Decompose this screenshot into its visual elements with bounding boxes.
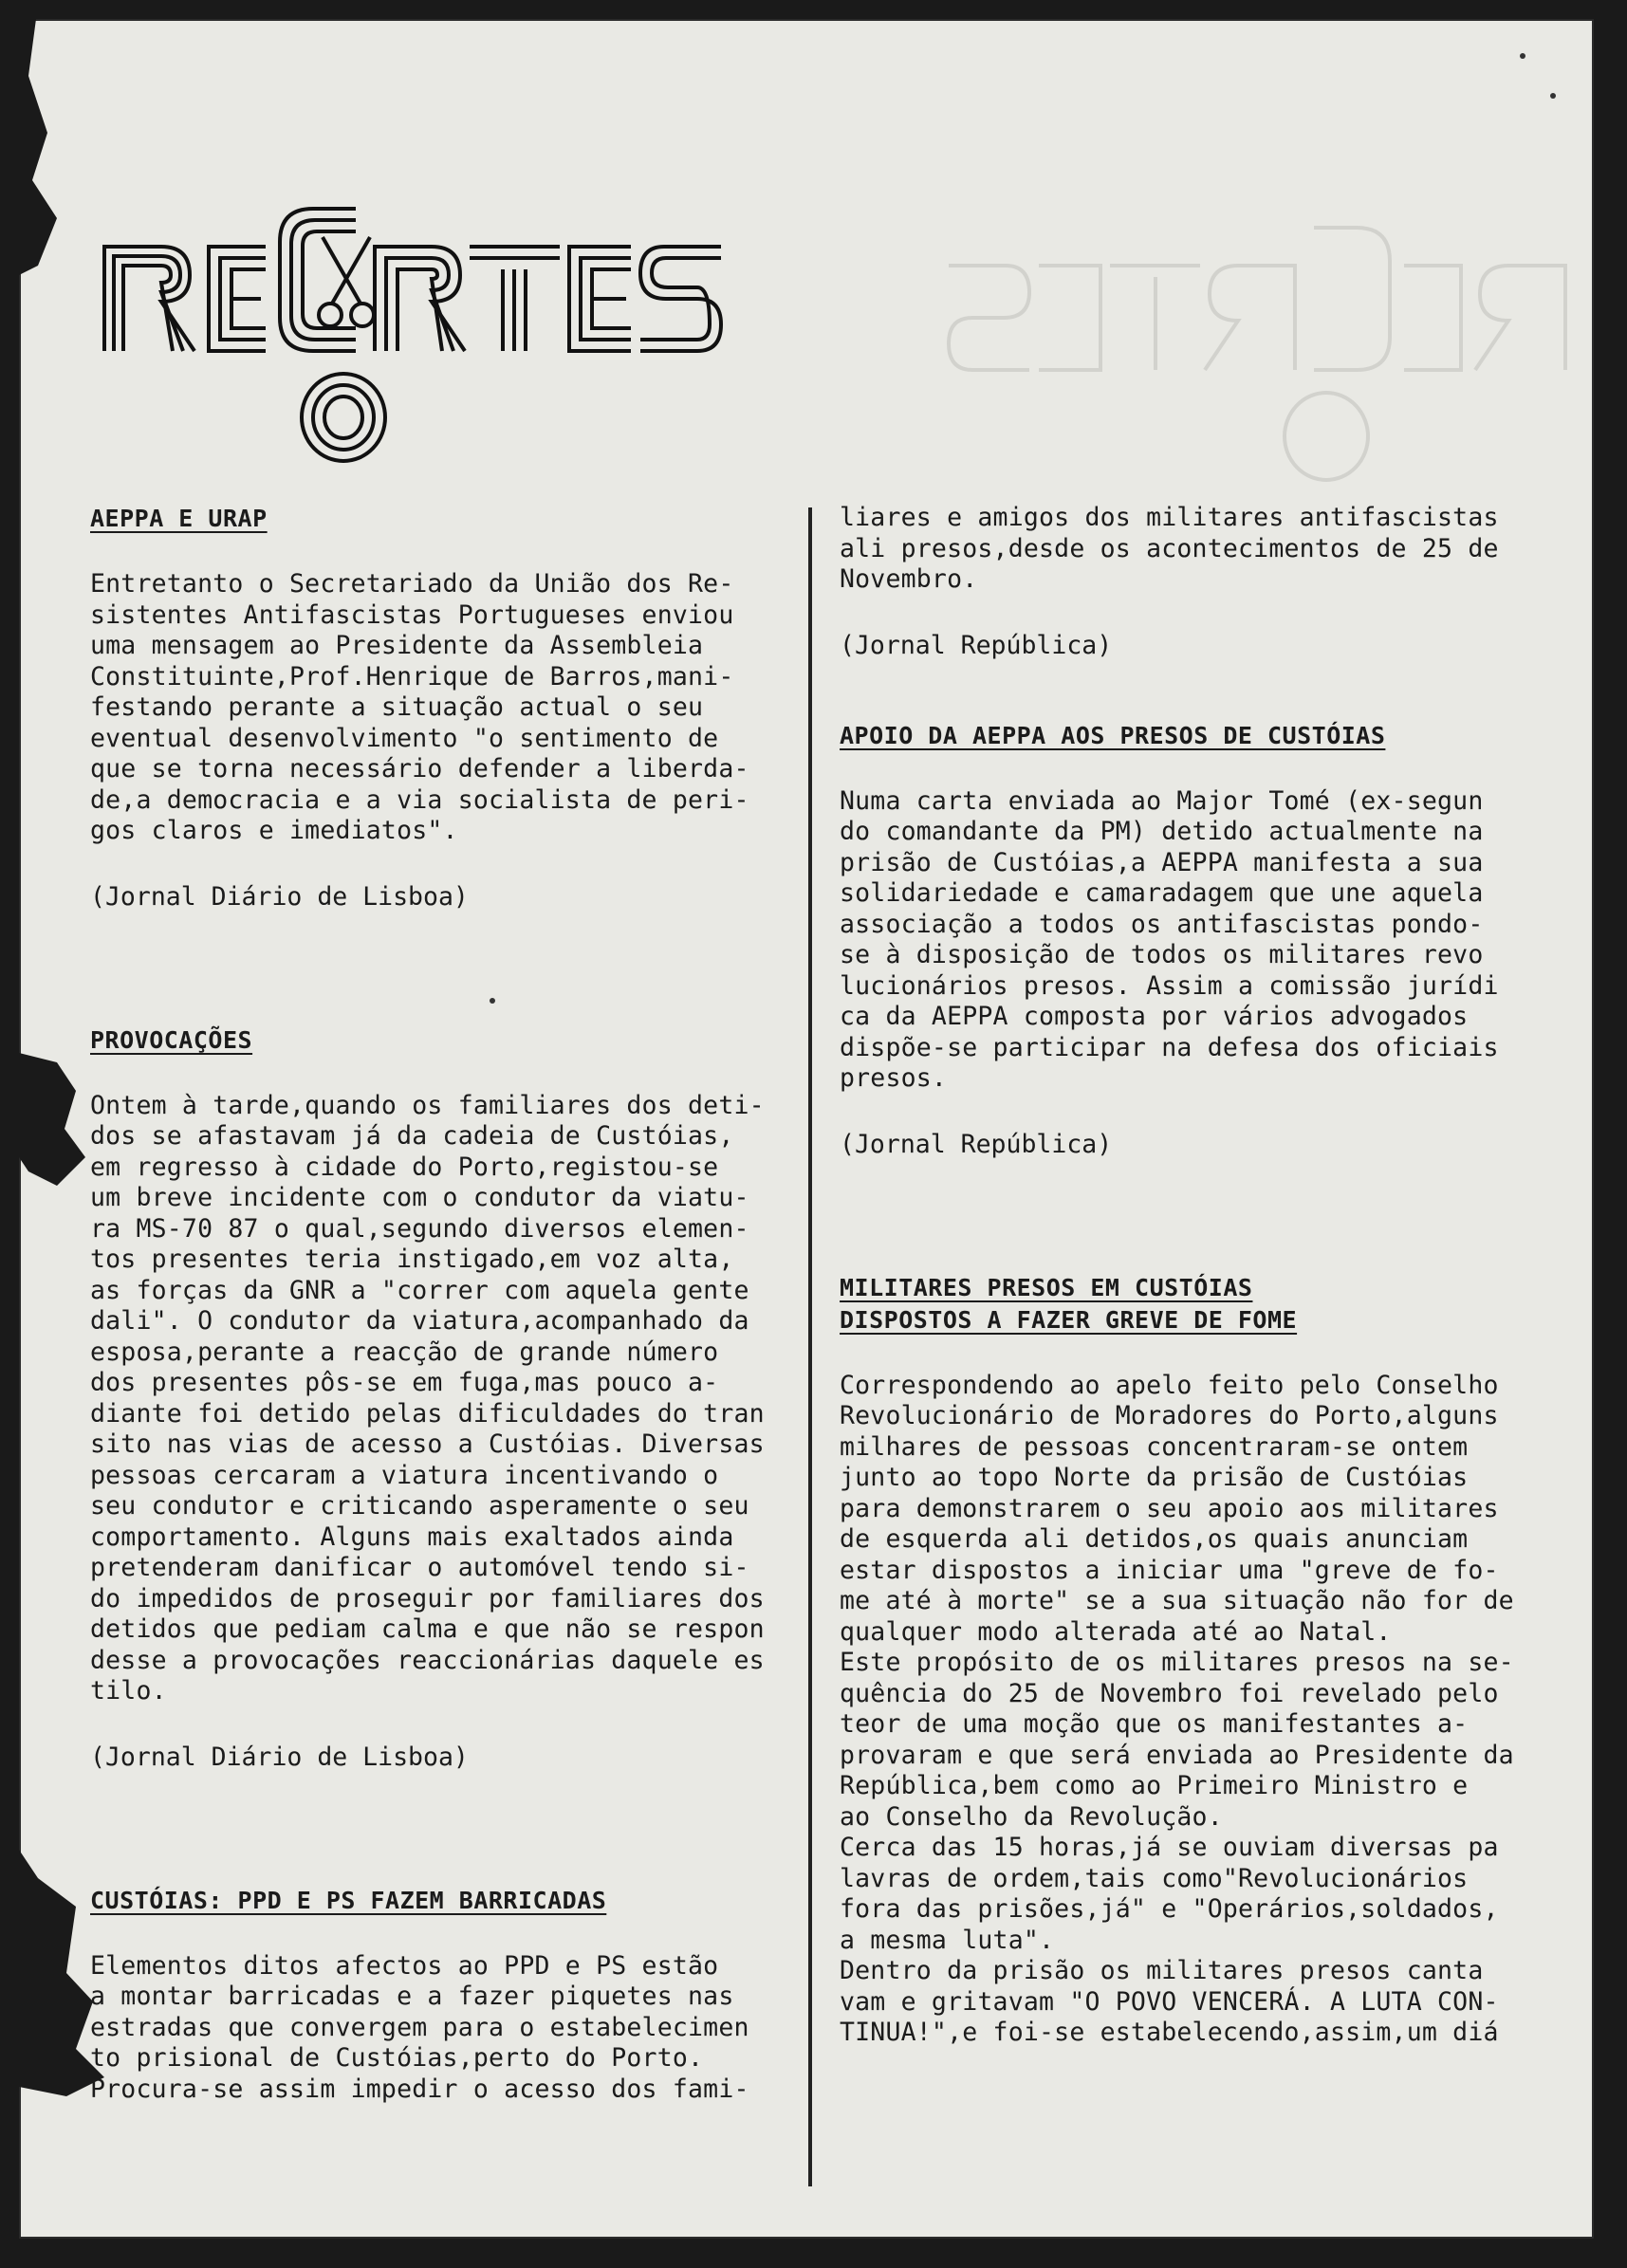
- article-body: Correspondendo ao apelo feito pelo Conselho Revolucionário de Moradores do Porto,alguns milhares de pessoas concentraram-se ontem junto ao topo Norte da prisão de Custóias para demonstrarem o seu apoio aos militares de esquerda ali detidos,os quais anunciam estar dispostos a iniciar uma "greve de fo- me até à morte" se a sua situação não for de qualquer modo alterada até ao Natal. Este propósito de os militares presos na se- quência do 25 de Novembro foi revelado pelo teor de uma moção que os manifestantes a- provaram e que será enviada ao Presidente da República,bem como ao Primeiro Ministro e ao Conselho da Revolução. Cerca das 15 horas,já se ouviam diversas pa lavras de ordem,tais como"Revolucionários fora das prisões,já" e "Operários,soldados, a mesma luta". Dentro da prisão os militares presos canta vam e gritavam "O POVO VENCERÁ. A LUTA CON- TINUA!",e foi-se estabelecendo,assim,um diá: [840, 1370, 1514, 2047]
- article-source: (Jornal Diário de Lisboa): [90, 1742, 469, 1772]
- logo-letter-r2: [375, 247, 465, 351]
- recortes-logo: [85, 190, 730, 474]
- article-source: (Jornal República): [840, 1129, 1113, 1159]
- document-page: [19, 19, 1594, 2239]
- article-source: (Jornal República): [840, 630, 1113, 660]
- article-heading: CUSTÓIAS: PPD E PS FAZEM BARRICADAS: [90, 1886, 607, 1914]
- speck: [1550, 93, 1556, 99]
- article-body: Entretanto o Secretariado da União dos Re- sistentes Antifascistas Portugueses enviou uma mensagem ao Presidente da Assembleia Constituinte,Prof.Henrique de Barros,mani- festando perante a situação actual o seu eventual desenvolvimento "o sentimento de que se torna necessário defender a liberda- de,a democracia e a via socialista de peri- gos claros e imediatos".: [90, 569, 749, 845]
- left-column: [90, 503, 811, 2105]
- article-heading: PROVOCAÇÕES: [90, 1025, 253, 1054]
- article-body: Numa carta enviada ao Major Tomé (ex-segun do comandante da PM) detido actualmente na prisão de Custóias,a AEPPA manifesta a sua solidariedade e camaradagem que une aquela associação a todos os antifascistas pondo- se à disposição de todos os militares revo lucionários presos. Assim a comissão jurídi ca da AEPPA composta por vários advogados dispõe-se participar na defesa dos oficiais presos.: [840, 785, 1499, 1093]
- article-heading: APOIO DA AEPPA AOS PRESOS DE CUSTÓIAS: [840, 721, 1386, 749]
- show-through-logo: [930, 209, 1594, 493]
- article-body: liares e amigos dos militares antifascistas ali presos,desde os acontecimentos de 25 de Novembro.: [840, 503, 1499, 594]
- logo-letter-e2: [569, 247, 631, 351]
- logo-letter-t: [470, 247, 560, 351]
- article-body: Elementos ditos afectos ao PPD e PS estão a montar barricadas e a fazer piquetes nas estradas que convergem para o estabelecimen to prisional de Custóias,perto do Porto. Procura-se assim impedir o acesso dos fami-: [90, 1950, 749, 2104]
- article-body: Ontem à tarde,quando os familiares dos deti- dos se afastavam já da cadeia de Custóias, em regresso à cidade do Porto,registou-se um breve incidente com o condutor da viatu- ra MS-70 87 o qual,segundo diversos elemen- tos presentes teria instigado,em voz alta, as forças da GNR a "correr com aquela gente dali". O condutor da viatura,acompanhado da esposa,perante a reacção de grande número dos presentes pôs-se em fuga,mas pouco a- diante foi detido pelas dificuldades do tran sito nas vias de acesso a Custóias. Diversas pessoas cercaram a viatura incentivando o seu condutor e criticando asperamente o seu comportamento. Alguns mais exaltados ainda pretenderam danificar o automóvel tendo si- do impedidos de proseguir por familiares dos detidos que pediam calma e que não se respon desse a provocações reaccionárias daquele es tilo.: [90, 1090, 765, 1706]
- article-heading: AEPPA E URAP: [90, 505, 268, 532]
- right-column: [840, 503, 1570, 2049]
- logo-letter-o: [302, 374, 385, 461]
- logo-letter-s: [640, 247, 721, 351]
- speck: [1520, 53, 1525, 59]
- scissors-icon: [319, 237, 374, 326]
- article-heading: MILITARES PRESOS EM CUSTÓIAS DISPOSTOS A FAZER GREVE DE FOME: [840, 1273, 1298, 1334]
- article-source: (Jornal Diário de Lisboa): [90, 881, 469, 912]
- logo-letter-e1: [209, 247, 266, 351]
